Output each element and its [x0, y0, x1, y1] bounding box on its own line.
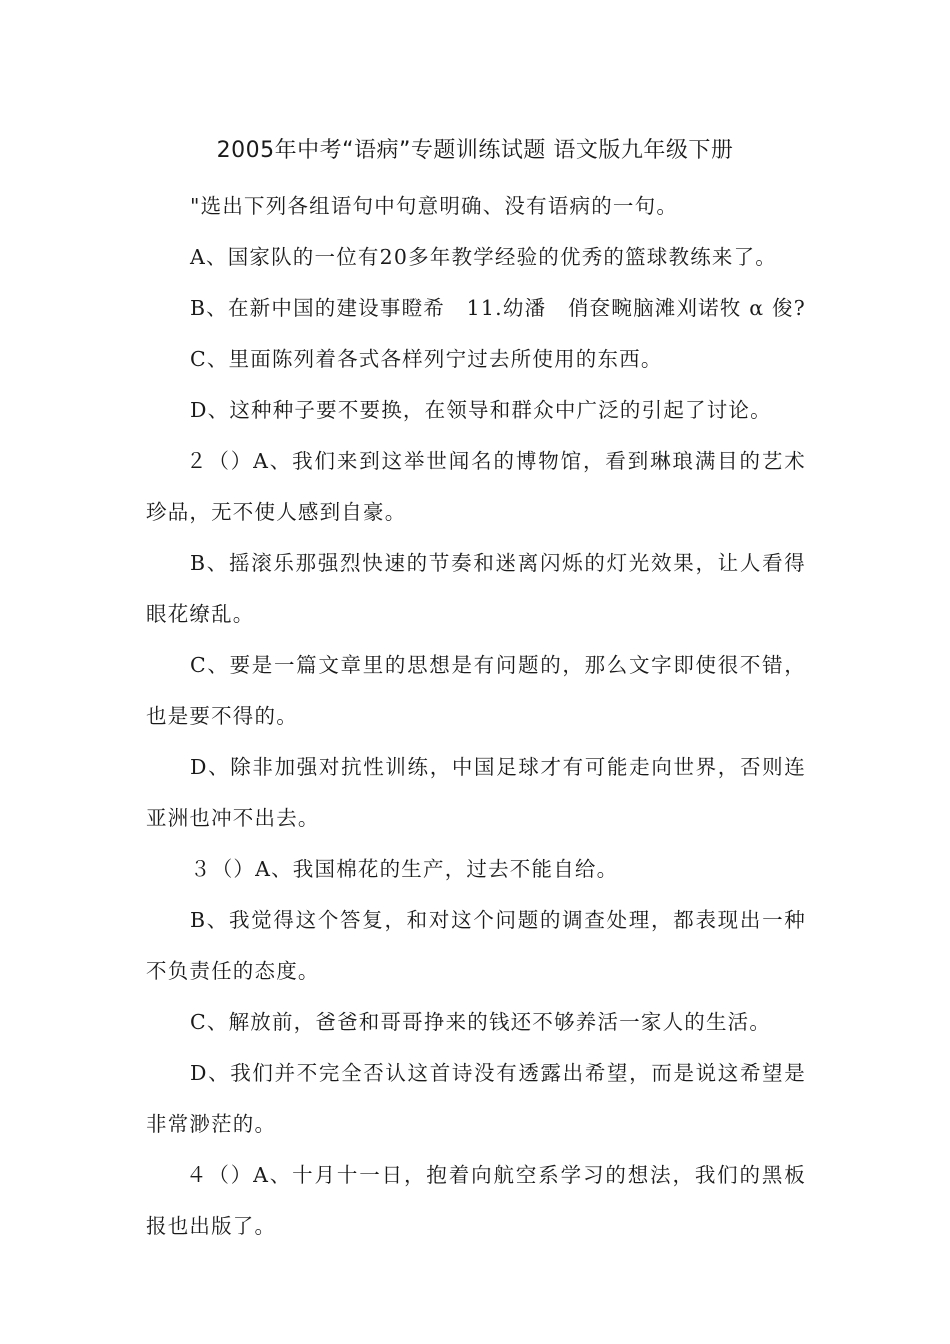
paragraph-q2-option-d: D、除非加强对抗性训练，中国足球才有可能走向世界，否则连亚洲也冲不出去。 — [146, 755, 806, 830]
paragraph-q3-option-c: C、解放前，爸爸和哥哥挣来的钱还不够养活一家人的生活。 — [190, 1010, 772, 1034]
paragraph-q1-option-d: D、这种种子要不要换，在领导和群众中广泛的引起了讨论。 — [190, 398, 772, 422]
paragraph-q2-option-c: C、要是一篇文章里的思想是有问题的，那么文字即使很不错，也是要不得的。 — [146, 653, 806, 728]
document-title: 2005年中考“语病”专题训练试题 语文版九年级下册 — [216, 138, 734, 163]
paragraph-instruction: "选出下列各组语句中句意明确、没有语病的一句。 — [190, 194, 679, 218]
paragraph-q1-option-c: C、里面陈列着各式各样列宁过去所使用的东西。 — [190, 347, 663, 371]
paragraph-q3-option-d: D、我们并不完全否认这首诗没有透露出希望，而是说这希望是非常渺茫的。 — [146, 1061, 806, 1136]
paragraph-q2-option-b: B、摇滚乐那强烈快速的节奏和迷离闪烁的灯光效果，让人看得眼花缭乱。 — [146, 551, 806, 626]
paragraph-q3-option-b: B、我觉得这个答复，和对这个问题的调查处理，都表现出一种不负责任的态度。 — [146, 908, 806, 983]
paragraph-q1-option-a: A、国家队的一位有20多年教学经验的优秀的篮球教练来了。 — [190, 245, 777, 269]
paragraph-q4-option-a: ４（）A、十月十一日，抱着向航空系学习的想法，我们的黑板报也出版了。 — [146, 1163, 806, 1238]
paragraph-q3-option-a: ３（）A、我国棉花的生产，过去不能自给。 — [190, 857, 619, 881]
paragraph-q1-option-b: B、在新中国的建设事瞪希 11.幼潘 俏奁畹脑滩刈诺牧 α 俊? — [190, 296, 806, 320]
paragraph-q2-option-a: ２（）A、我们来到这举世闻名的博物馆，看到琳琅满目的艺术珍品，无不使人感到自豪。 — [146, 449, 806, 524]
document-body — [146, 181, 806, 1252]
